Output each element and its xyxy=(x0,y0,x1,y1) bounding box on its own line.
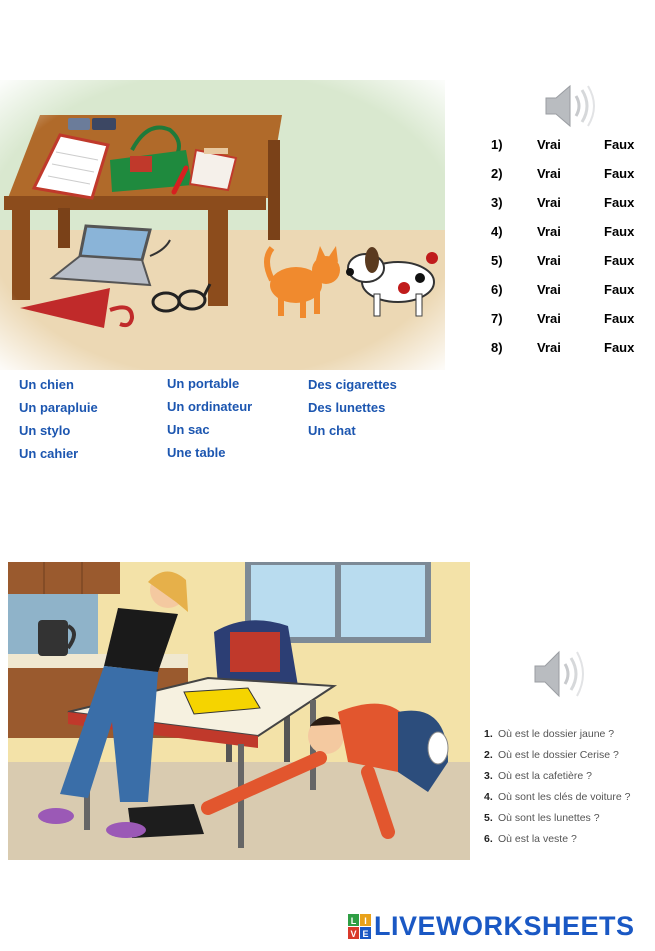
liveworksheets-logo xyxy=(348,911,648,943)
tf-row xyxy=(491,224,651,244)
brand-name: LIVEWORKSHEETS xyxy=(374,911,635,941)
faux-option[interactable]: Faux xyxy=(604,166,635,181)
svg-text:E: E xyxy=(362,929,369,939)
vrai-option[interactable]: Vrai xyxy=(537,166,561,181)
faux-option[interactable]: Faux xyxy=(604,282,635,297)
question-number: 3. xyxy=(484,770,493,782)
question-number: 6. xyxy=(484,833,493,845)
faux-option[interactable]: Faux xyxy=(604,195,635,210)
tf-row xyxy=(491,137,651,157)
room-illustration-1 xyxy=(0,80,445,370)
vrai-option[interactable]: Vrai xyxy=(537,137,561,152)
vocab-item: Un ordinateur xyxy=(167,399,253,414)
faux-option[interactable]: Faux xyxy=(604,224,635,239)
tf-row xyxy=(491,195,651,215)
vocab-item: Un portable xyxy=(167,376,240,391)
question-number: 2. xyxy=(484,749,493,761)
question-text: Où est la veste ? xyxy=(498,833,577,845)
faux-option[interactable]: Faux xyxy=(604,137,635,152)
tf-row xyxy=(491,253,651,273)
question-text: Où est le dossier Cerise ? xyxy=(498,749,619,761)
row-number: 6) xyxy=(491,282,503,297)
vrai-option[interactable]: Vrai xyxy=(537,340,561,355)
tf-row xyxy=(491,166,651,186)
vocab-item: Un chien xyxy=(19,377,74,392)
vocab-item: Des cigarettes xyxy=(308,377,397,392)
question-item xyxy=(484,749,619,761)
row-number: 3) xyxy=(491,195,503,210)
vocab-item: Un stylo xyxy=(19,423,71,438)
row-number: 8) xyxy=(491,340,503,355)
audio-play-button-1[interactable] xyxy=(544,82,598,135)
row-number: 4) xyxy=(491,224,503,239)
question-text: Où est la cafetière ? xyxy=(498,770,592,782)
svg-text:V: V xyxy=(350,929,357,939)
faux-option[interactable]: Faux xyxy=(604,311,635,326)
vrai-option[interactable]: Vrai xyxy=(537,195,561,210)
faux-option[interactable]: Faux xyxy=(604,340,635,355)
question-item xyxy=(484,812,600,824)
row-number: 2) xyxy=(491,166,503,181)
vocab-item: Une table xyxy=(167,445,226,460)
row-number: 5) xyxy=(491,253,503,268)
tf-row xyxy=(491,311,651,331)
question-text: Où sont les lunettes ? xyxy=(498,812,600,824)
tf-row xyxy=(491,282,651,302)
faux-option[interactable]: Faux xyxy=(604,253,635,268)
question-text: Où sont les clés de voiture ? xyxy=(498,791,631,803)
question-number: 1. xyxy=(484,728,493,740)
question-item xyxy=(484,791,631,803)
vrai-option[interactable]: Vrai xyxy=(537,282,561,297)
question-item xyxy=(484,770,592,782)
vrai-option[interactable]: Vrai xyxy=(537,224,561,239)
tf-row xyxy=(491,340,651,360)
vrai-option[interactable]: Vrai xyxy=(537,253,561,268)
question-text: Où est le dossier jaune ? xyxy=(498,728,615,740)
vocab-item: Des lunettes xyxy=(308,400,386,415)
vocab-item: Un chat xyxy=(308,423,356,438)
speaker-icon xyxy=(544,82,598,130)
question-item xyxy=(484,833,577,845)
room-illustration-2 xyxy=(8,562,470,860)
vocab-item: Un cahier xyxy=(19,446,79,461)
svg-text:I: I xyxy=(364,916,367,926)
svg-text:L: L xyxy=(350,916,357,926)
vocab-item: Un sac xyxy=(167,422,210,437)
question-item xyxy=(484,728,614,740)
audio-play-button-2[interactable] xyxy=(533,648,587,705)
vrai-option[interactable]: Vrai xyxy=(537,311,561,326)
logo-mark-icon xyxy=(348,914,372,940)
question-number: 5. xyxy=(484,812,493,824)
speaker-icon xyxy=(533,648,587,700)
row-number: 7) xyxy=(491,311,503,326)
vocab-item: Un parapluie xyxy=(19,400,98,415)
row-number: 1) xyxy=(491,137,503,152)
question-number: 4. xyxy=(484,791,493,803)
